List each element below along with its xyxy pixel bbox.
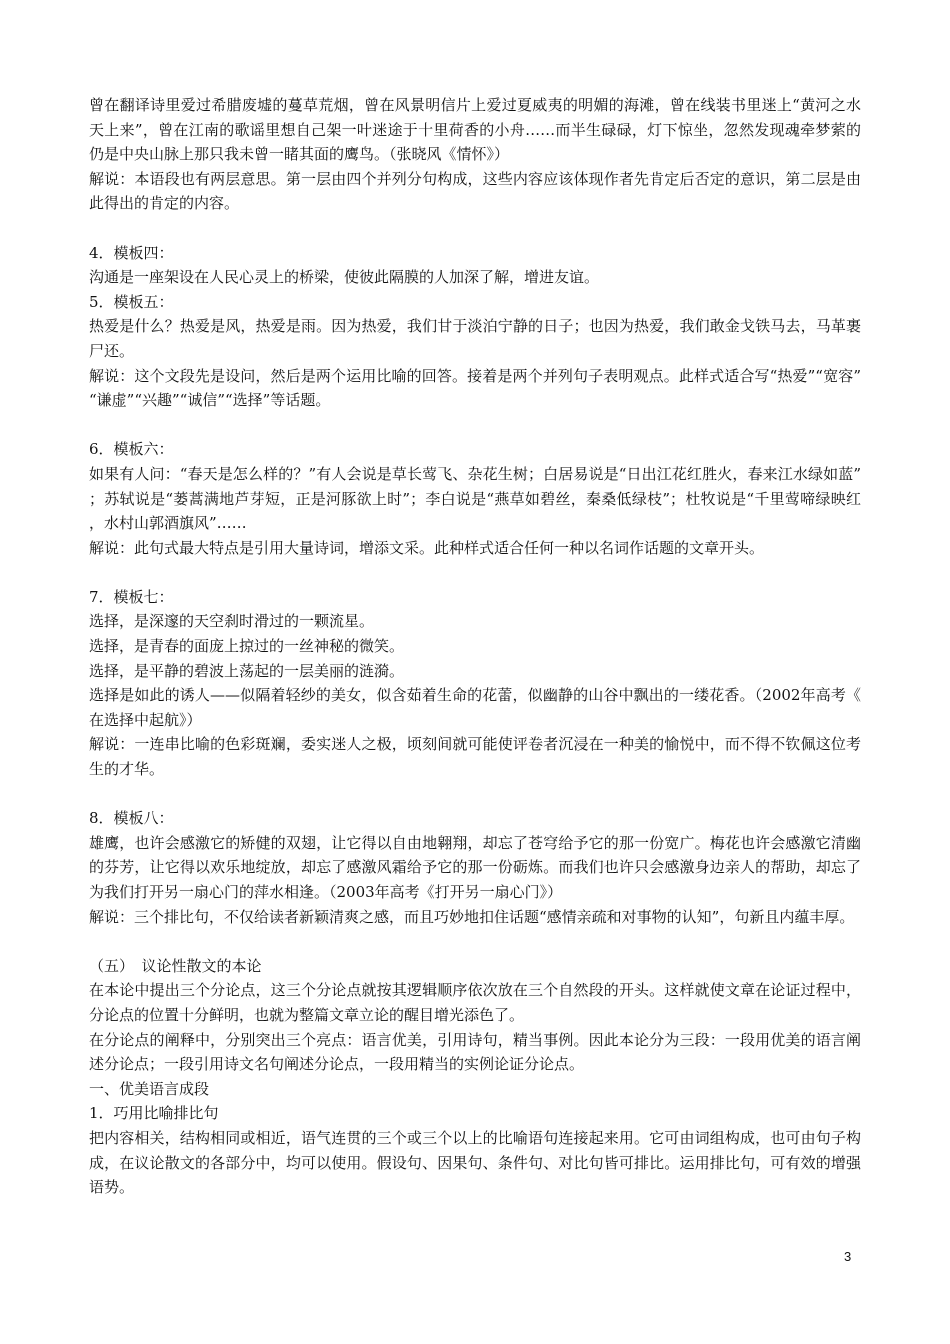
page-number: 3	[844, 1249, 852, 1264]
section-5-paragraph-1: 在本论中提出三个分论点，这三个分论点就按其逻辑顺序依次放在三个自然段的开头。这样就使文章在论证过程中，分论点的位置十分鲜明，也就为整篇文章立论的醒目增光添色了。	[89, 981, 861, 1024]
template-8-heading: 8．模板八：	[89, 809, 174, 828]
template-4-text: 沟通是一座架设在人民心灵上的桥梁，使彼此隔膜的人加深了解，增进友谊。	[89, 268, 600, 287]
paragraph-gap	[89, 413, 861, 438]
paragraph-gap	[89, 782, 861, 807]
section-5-heading: （五） 议论性散文的本论	[89, 956, 262, 975]
template-4-heading: 4．模板四：	[89, 243, 174, 262]
template-7-line-1: 选择，是深邃的天空刹时滑过的一颗流星。	[89, 612, 375, 631]
section-5-paragraph-2: 在分论点的阐释中，分别突出三个亮点：语言优美，引用诗句，精当事例。因此本论分为三段：一段用优美的语言阐述分论点；一段引用诗文名句阐述分论点，一段用精当的实例论证分论点。	[89, 1030, 861, 1074]
template-7-heading: 7．模板七：	[89, 587, 174, 606]
template-6-heading: 6．模板六：	[89, 440, 174, 459]
document-body	[89, 93, 861, 1200]
template-8-text: 雄鹰，也许会感激它的矫健的双翅，让它得以自由地翱翔，却忘了苍穹给予它的那一份宽广。梅花也许会感激它清幽的芬芳，让它得以欢乐地绽放，却忘了感激风霜给予它的那一份砺炼。而我们也许只会感激身边亲人的帮助，却忘了为我们打开另一扇心门的萍水相逢。（2003年高考《打开另一扇心门》）	[89, 833, 861, 901]
template-5-explanation: 解说：这个文段先是设问，然后是两个运用比喻的回答。接着是两个并列句子表明观点。此样式适合写“热爱”“宽容”“谦虚”“兴趣”“诚信”“选择”等话题。	[89, 366, 861, 410]
template-7-line-2: 选择，是青春的面庞上掠过的一丝神秘的微笑。	[89, 637, 405, 656]
template-7-explanation: 解说：一连串比喻的色彩斑斓，委实迷人之极，顷刻间就可能使评卷者沉浸在一种美的愉悦中，而不得不钦佩这位考生的才华。	[89, 735, 861, 779]
subsection-heading: 一、优美语言成段	[89, 1079, 210, 1098]
template-6-explanation: 解说：此句式最大特点是引用大量诗词，增添文采。此种样式适合任何一种以名词作话题的文章开头。	[89, 538, 765, 557]
subsection-item-text: 把内容相关，结构相同或相近，语气连贯的三个或三个以上的比喻语句连接起来用。它可由词组构成，也可由句子构成，在议论散文的各部分中，均可以使用。假设句、因果句、条件句、对比句皆可排比。运用排比句，可有效的增强语势。	[89, 1128, 861, 1197]
paragraph-gap	[89, 216, 861, 241]
template-5-heading: 5．模板五：	[89, 292, 174, 311]
template-8-explanation: 解说：三个排比句，不仅给读者新颖清爽之感，而且巧妙地扣住话题“感情亲疏和对事物的认知”，句新且内蕴丰厚。	[89, 907, 855, 926]
template-6-text: 如果有人问：“春天是怎么样的？”有人会说是草长莺飞、杂花生树；白居易说是“日出江花红胜火，春来江水绿如蓝”；苏轼说是“蒌蒿满地芦芽短，正是河豚欲上时”；李白说是“燕草如碧丝，秦桑低绿枝”；杜牧说是“千里莺啼绿映红，水村山郭酒旗风”……	[89, 464, 861, 533]
template-5-text: 热爱是什么？热爱是风，热爱是雨。因为热爱，我们甘于淡泊宁静的日子；也因为热爱，我们敢金戈铁马去，马革裹尸还。	[89, 317, 861, 360]
template-7-line-3: 选择，是平静的碧波上荡起的一层美丽的涟漪。	[89, 661, 405, 680]
paragraph-gap	[89, 929, 861, 954]
paragraph-intro-quote: 曾在翻译诗里爱过希腊废墟的蔓草荒烟，曾在风景明信片上爱过夏威夷的明媚的海滩，曾在线装书里迷上“黄河之水天上来”，曾在江南的歌谣里想自己架一叶迷途于十里荷香的小舟……而半生碌碌，灯下惊坐，忽然发现魂牵梦萦的仍是中央山脉上那只我未曾一睹其面的鹰鸟。（张晓风《情怀》）	[89, 96, 861, 164]
paragraph-explanation-1: 解说：本语段也有两层意思。第一层由四个并列分句构成，这些内容应该体现作者先肯定后否定的意识，第二层是由此得出的肯定的内容。	[89, 169, 861, 213]
subsection-item-heading: 1．巧用比喻排比句	[89, 1104, 219, 1123]
paragraph-gap	[89, 560, 861, 585]
template-7-text: 选择是如此的诱人——似隔着轻纱的美女，似含茹着生命的花蕾，似幽静的山谷中飘出的一缕花香。（2002年高考《在选择中起航》）	[89, 686, 861, 729]
